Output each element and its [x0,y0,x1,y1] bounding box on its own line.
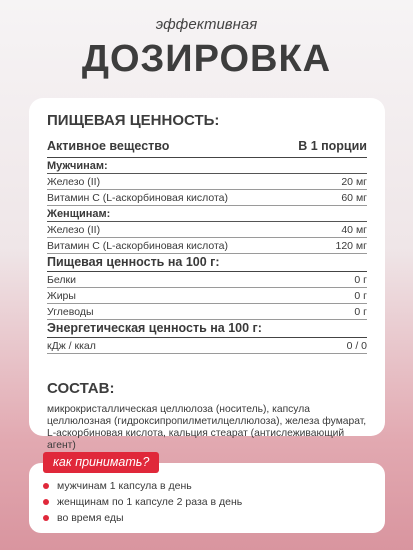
table-row [47,238,367,254]
row-value: 20 мг [279,174,367,190]
row-value: 0 г [279,304,367,320]
table-header-row [47,137,367,158]
nutrition-heading: ПИЩЕВАЯ ЦЕННОСТЬ: [47,112,220,129]
women-label: Женщинам: [47,206,367,222]
row-name: Витамин С (L-аскорбиновая кислота) [47,238,279,254]
per100-label: Пищевая ценность на 100 г: [47,254,367,272]
table-row [47,304,367,320]
row-name: Железо (II) [47,222,279,238]
row-name: Белки [47,272,279,288]
bullet-dot-icon [43,483,49,489]
row-name: Витамин С (L-аскорбиновая кислота) [47,190,279,206]
row-value: 0 г [279,272,367,288]
energy-label: Энергетическая ценность на 100 г: [47,320,367,338]
row-value: 0 / 0 [279,338,367,354]
nutrition-table [47,137,367,354]
list-item-text: женщинам по 1 капсуле 2 раза в день [57,496,243,508]
row-name: Железо (II) [47,174,279,190]
row-value: 120 мг [279,238,367,254]
row-name: кДж / ккал [47,338,279,354]
row-value: 0 г [279,288,367,304]
subtitle: эффективная [155,16,258,33]
row-name: Жиры [47,288,279,304]
list-item-text: мужчинам 1 капсула в день [57,480,192,492]
table-row [47,338,367,354]
composition-text: микрокристаллическая целлюлоза (носитель), капсула целлюлозная (гидроксипропилметилцеллюлоза), железа фумарат, L-аскорбиновая кислота, кальция стеарат (антислеживающий агент) [47,404,367,451]
row-value: 60 мг [279,190,367,206]
how-to-take-badge: как принимать? [43,452,159,473]
women-section-row [47,206,367,222]
page-title: ДОЗИРОВКА [81,38,332,80]
men-label: Мужчинам: [47,158,367,174]
men-section-row [47,158,367,174]
list-item [43,478,371,494]
per100-section-row [47,254,367,272]
table-row [47,190,367,206]
energy-section-row [47,320,367,338]
how-to-take-card [29,463,385,533]
col-substance: Активное вещество [47,137,279,158]
list-item [43,510,371,526]
table-row [47,174,367,190]
list-item-text: во время еды [57,512,124,524]
how-to-take-list [43,478,371,526]
table-row [47,222,367,238]
bullet-dot-icon [43,499,49,505]
composition-title: СОСТАВ: [47,380,115,397]
nutrition-card [29,98,385,451]
list-item [43,494,371,510]
col-portion: В 1 порции [279,137,367,158]
table-row [47,288,367,304]
bullet-dot-icon [43,515,49,521]
row-name: Углеводы [47,304,279,320]
row-value: 40 мг [279,222,367,238]
table-row [47,272,367,288]
